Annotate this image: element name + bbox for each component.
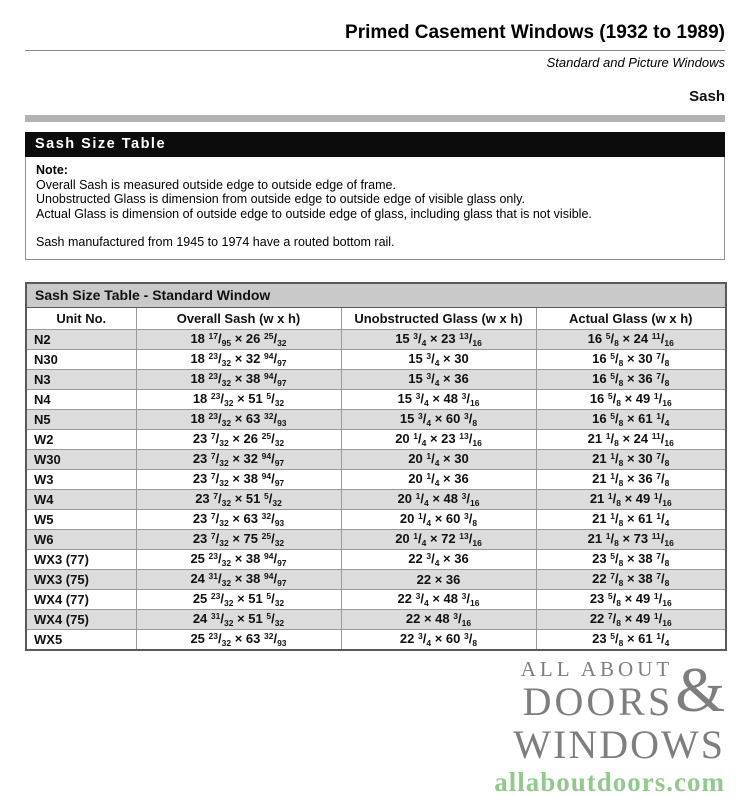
table-row	[26, 389, 726, 409]
table-row	[26, 409, 726, 429]
actual-glass-cell: 16 $^5/_8 \times 24$ $^{11}/_{16}$	[536, 329, 726, 349]
overall-sash-cell: 18 $^{23}/_{32} \times 32$ $^{94}/_{97}$	[136, 349, 341, 369]
actual-glass-cell: 16 $^5/_8 \times 30$ $^7/_8$	[536, 349, 726, 369]
unit-cell: WX3 (75)	[26, 569, 136, 589]
overall-sash-cell: 23 $^7/_{32} \times 26$ $^{25}/_{32}$	[136, 429, 341, 449]
unobstructed-glass-cell: 15 $^3/_4 \times 36$	[341, 369, 536, 389]
logo-all-about: ALL ABOUT	[520, 656, 674, 681]
unit-cell: N2	[26, 329, 136, 349]
unobstructed-glass-cell: 22 × 48 $^3/_{16}$	[341, 609, 536, 629]
unit-cell: WX4 (77)	[26, 589, 136, 609]
overall-sash-cell: 24 $^{31}/_{32} \times 51$ $^5/_{32}$	[136, 609, 341, 629]
actual-glass-cell: 23 $^5/_8 \times 38$ $^7/_8$	[536, 549, 726, 569]
unit-cell: W3	[26, 469, 136, 489]
overall-sash-cell: 23 $^7/_{32} \times 75$ $^{25}/_{32}$	[136, 529, 341, 549]
table-row	[26, 469, 726, 489]
unobstructed-glass-cell: 15 $^3/_4 \times 60$ $^3/_8$	[341, 409, 536, 429]
section-label: Sash	[689, 88, 725, 105]
actual-glass-cell: 16 $^5/_8 \times 61$ $^1/_4$	[536, 409, 726, 429]
actual-glass-cell: 21 $^1/_8 \times 61$ $^1/_4$	[536, 509, 726, 529]
note-line-routed-rail: Sash manufactured from 1945 to 1974 have a routed bottom rail.	[36, 235, 395, 249]
company-logo	[25, 653, 725, 797]
unit-cell: N4	[26, 389, 136, 409]
document-page	[25, 22, 725, 796]
unit-cell: WX5	[26, 629, 136, 650]
actual-glass-cell: 22 $^7/_8 \times 38$ $^7/_8$	[536, 569, 726, 589]
unobstructed-glass-cell: 20 $^1/_4 \times 23$ $^{13}/_{16}$	[341, 429, 536, 449]
unobstructed-glass-cell: 22 $^3/_4 \times 48$ $^3/_{16}$	[341, 589, 536, 609]
unobstructed-glass-cell: 15 $^3/_4 \times 30$	[341, 349, 536, 369]
overall-sash-cell: 23 $^7/_{32} \times 51$ $^5/_{32}$	[136, 489, 341, 509]
table-row	[26, 429, 726, 449]
table-row	[26, 569, 726, 589]
note-panel	[25, 132, 725, 260]
unobstructed-glass-cell: 22 × 36	[341, 569, 536, 589]
table-title: Sash Size Table - Standard Window	[26, 283, 726, 308]
table-row	[26, 529, 726, 549]
table-header-row	[26, 307, 726, 329]
column-header-actual-glass: Actual Glass (w x h)	[536, 307, 726, 329]
section-divider-bar	[25, 115, 725, 122]
table-row	[26, 489, 726, 509]
table-row	[26, 609, 726, 629]
actual-glass-cell: 21 $^1/_8 \times 49$ $^1/_{16}$	[536, 489, 726, 509]
sash-size-table	[25, 282, 727, 651]
actual-glass-cell: 23 $^5/_8 \times 49$ $^1/_{16}$	[536, 589, 726, 609]
unit-cell: W6	[26, 529, 136, 549]
unit-cell: W4	[26, 489, 136, 509]
overall-sash-cell: 18 $^{23}/_{32} \times 63$ $^{32}/_{93}$	[136, 409, 341, 429]
actual-glass-cell: 21 $^1/_8 \times 36$ $^7/_8$	[536, 469, 726, 489]
unobstructed-glass-cell: 20 $^1/_4 \times 48$ $^3/_{16}$	[341, 489, 536, 509]
unit-cell: WX3 (77)	[26, 549, 136, 569]
actual-glass-cell: 16 $^5/_8 \times 49$ $^1/_{16}$	[536, 389, 726, 409]
unobstructed-glass-cell: 20 $^1/_4 \times 60$ $^3/_8$	[341, 509, 536, 529]
unit-cell: W2	[26, 429, 136, 449]
unobstructed-glass-cell: 22 $^3/_4 \times 60$ $^3/_8$	[341, 629, 536, 650]
table-row	[26, 329, 726, 349]
overall-sash-cell: 23 $^7/_{32} \times 32$ $^{94}/_{97}$	[136, 449, 341, 469]
note-line-actual-glass: Actual Glass is dimension of outside edge to outside edge of glass, including glass that is not visible.	[36, 206, 592, 221]
table-row	[26, 369, 726, 389]
overall-sash-cell: 23 $^7/_{32} \times 63$ $^{32}/_{93}$	[136, 509, 341, 529]
unobstructed-glass-cell: 20 $^1/_4 \times 30$	[341, 449, 536, 469]
actual-glass-cell: 23 $^5/_8 \times 61$ $^1/_4$	[536, 629, 726, 650]
table-row	[26, 549, 726, 569]
page-title: Primed Casement Windows (1932 to 1989)	[345, 22, 725, 43]
logo-website: allaboutdoors.com	[494, 766, 725, 797]
overall-sash-cell: 18 $^{17}/_{95} \times 26$ $^{25}/_{32}$	[136, 329, 341, 349]
overall-sash-cell: 25 $^{23}/_{32} \times 63$ $^{32}/_{93}$	[136, 629, 341, 650]
overall-sash-cell: 18 $^{23}/_{32} \times 51$ $^5/_{32}$	[136, 389, 341, 409]
note-panel-header: Sash Size Table	[25, 132, 725, 157]
unit-cell: WX4 (75)	[26, 609, 136, 629]
unobstructed-glass-cell: 20 $^1/_4 \times 72$ $^{13}/_{16}$	[341, 529, 536, 549]
actual-glass-cell: 21 $^1/_8 \times 24$ $^{11}/_{16}$	[536, 429, 726, 449]
page-subtitle: Standard and Picture Windows	[546, 55, 725, 70]
table-row	[26, 449, 726, 469]
unit-cell: W5	[26, 509, 136, 529]
logo-text-lines	[520, 656, 674, 724]
unit-cell: N3	[26, 369, 136, 389]
logo-ampersand: &	[675, 653, 725, 725]
unobstructed-glass-cell: 20 $^1/_4 \times 36$	[341, 469, 536, 489]
column-header-unobstructed-glass: Unobstructed Glass (w x h)	[341, 307, 536, 329]
unobstructed-glass-cell: 15 $^3/_4 \times 23$ $^{13}/_{16}$	[341, 329, 536, 349]
column-header-overall-sash: Overall Sash (w x h)	[136, 307, 341, 329]
actual-glass-cell: 16 $^5/_8 \times 36$ $^7/_8$	[536, 369, 726, 389]
table-row	[26, 589, 726, 609]
logo-windows: WINDOWS	[513, 721, 725, 767]
overall-sash-cell: 23 $^7/_{32} \times 38$ $^{94}/_{97}$	[136, 469, 341, 489]
table-row	[26, 509, 726, 529]
unit-cell: N5	[26, 409, 136, 429]
unobstructed-glass-cell: 22 $^3/_4 \times 36$	[341, 549, 536, 569]
note-label: Note:	[36, 163, 68, 177]
logo-top-block	[25, 653, 725, 725]
overall-sash-cell: 25 $^{23}/_{32} \times 51$ $^5/_{32}$	[136, 589, 341, 609]
overall-sash-cell: 24 $^{31}/_{32} \times 38$ $^{94}/_{97}$	[136, 569, 341, 589]
overall-sash-cell: 18 $^{23}/_{32} \times 38$ $^{94}/_{97}$	[136, 369, 341, 389]
unit-cell: W30	[26, 449, 136, 469]
unit-cell: N30	[26, 349, 136, 369]
table-row	[26, 629, 726, 650]
note-panel-body	[25, 157, 725, 260]
logo-doors: DOORS	[522, 678, 674, 724]
note-line-overall-sash: Overall Sash is measured outside edge to outside edge of frame.	[36, 177, 396, 192]
title-divider	[25, 50, 725, 51]
table-row	[26, 349, 726, 369]
actual-glass-cell: 21 $^1/_8 \times 73$ $^{11}/_{16}$	[536, 529, 726, 549]
unobstructed-glass-cell: 15 $^3/_4 \times 48$ $^3/_{16}$	[341, 389, 536, 409]
note-line-unobstructed-glass: Unobstructed Glass is dimension from outside edge to outside edge of visible glass only.	[36, 192, 525, 206]
column-header-unit-no: Unit No.	[26, 307, 136, 329]
actual-glass-cell: 21 $^1/_8 \times 30$ $^7/_8$	[536, 449, 726, 469]
overall-sash-cell: 25 $^{23}/_{32} \times 38$ $^{94}/_{97}$	[136, 549, 341, 569]
actual-glass-cell: 22 $^7/_8 \times 49$ $^1/_{16}$	[536, 609, 726, 629]
